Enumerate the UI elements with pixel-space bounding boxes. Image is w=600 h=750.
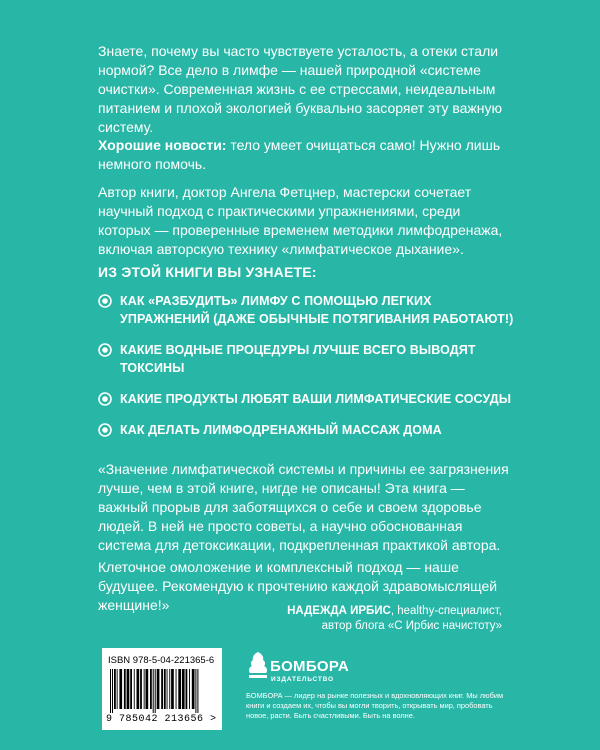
bombora-logo-icon: [246, 650, 270, 690]
publisher-subtitle: ИЗДАТЕЛЬСТВО: [271, 676, 334, 683]
reviewer-role: , healthy-специалист,: [390, 605, 502, 617]
learn-item-label: КАКИЕ ВОДНЫЕ ПРОЦЕДУРЫ ЛУЧШЕ ВСЕГО ВЫВОДЯТ ТОКСИНЫ: [120, 343, 476, 375]
review-quote-paragraph-2: Клеточное омоложение и комплексный подход — наше будущее. Рекомендую к прочтению каждой здравомыслящей женщине!»: [98, 559, 498, 613]
barcode-image: [108, 669, 216, 713]
learn-item: [98, 292, 518, 328]
learn-item: [98, 341, 518, 377]
good-news-text: тело умеет очищаться само! Нужно лишь немного помочь.: [98, 137, 501, 172]
learn-item-label: КАК ДЕЛАТЬ ЛИМФОДРЕНАЖНЫЙ МАССАЖ ДОМА: [120, 423, 442, 437]
barcode-number: 9 785042 213656 >: [106, 714, 217, 725]
learn-item-label: КАК «РАЗБУДИТЬ» ЛИМФУ С ПОМОЩЬЮ ЛЕГКИХ УПРАЖНЕНИЙ (ДАЖЕ ОБЫЧНЫЕ ПОТЯГИВАНИЯ РАБОТАЮТ!): [120, 294, 514, 326]
barcode-panel: [102, 648, 222, 730]
learn-item: [98, 390, 518, 408]
target-bullet-icon: [98, 423, 112, 437]
learn-heading: ИЗ ЭТОЙ КНИГИ ВЫ УЗНАЕТЕ:: [98, 264, 317, 280]
isbn-text: ISBN 978-5-04-221365-6: [108, 655, 215, 666]
good-news-label: Хорошие новости:: [98, 137, 227, 153]
reviewer-blog: автор блога «С Ирбис начистоту»: [321, 620, 502, 632]
intro-paragraph-1: Знаете, почему вы часто чувствуете усталость, а отеки стали нормой? Все дело в лимфе — нашей природной «системе очистки». Современная жизнь с ее стрессами, неидеальным питанием и плохой экологией буквально засоряет эту важную систему.: [98, 43, 503, 135]
intro-paragraph-2: [98, 136, 514, 174]
quote-attribution: [182, 604, 502, 634]
publisher-name: БОМБОРА: [270, 658, 350, 675]
target-bullet-icon: [98, 392, 112, 406]
publisher-description: БОМБОРА — лидер на рынке полезных и вдохновляющих книг. Мы любим книги и создаем их, чтобы вы могли творить, открывать мир, пробовать новое, расти. Быть счастливыми. Быть на волне.: [246, 691, 504, 720]
reviewer-name: НАДЕЖДА ИРБИС: [287, 605, 391, 617]
learn-list: [98, 292, 518, 452]
target-bullet-icon: [98, 343, 112, 357]
target-bullet-icon: [98, 294, 112, 308]
review-quote-paragraph-1: «Значение лимфатической системы и причины ее загрязнения лучше, чем в этой книге, нигде не описаны! Эта книга — важный прорыв для заботящихся о себе и своем здоровье людей. В ней не просто советы, а научно обоснованная система для детоксикации, подкрепленная практикой автора.: [98, 461, 509, 553]
learn-item-label: КАКИЕ ПРОДУКТЫ ЛЮБЯТ ВАШИ ЛИМФАТИЧЕСКИЕ СОСУДЫ: [120, 392, 512, 406]
intro-paragraph-3: Автор книги, доктор Ангела Фетцнер, мастерски сочетает научный подход с практическими упражнениями, среди которых — проверенные временем методики лимфодренажа, включая авторскую технику «лимфатическое дыхание».: [98, 184, 503, 257]
learn-item: [98, 421, 518, 439]
